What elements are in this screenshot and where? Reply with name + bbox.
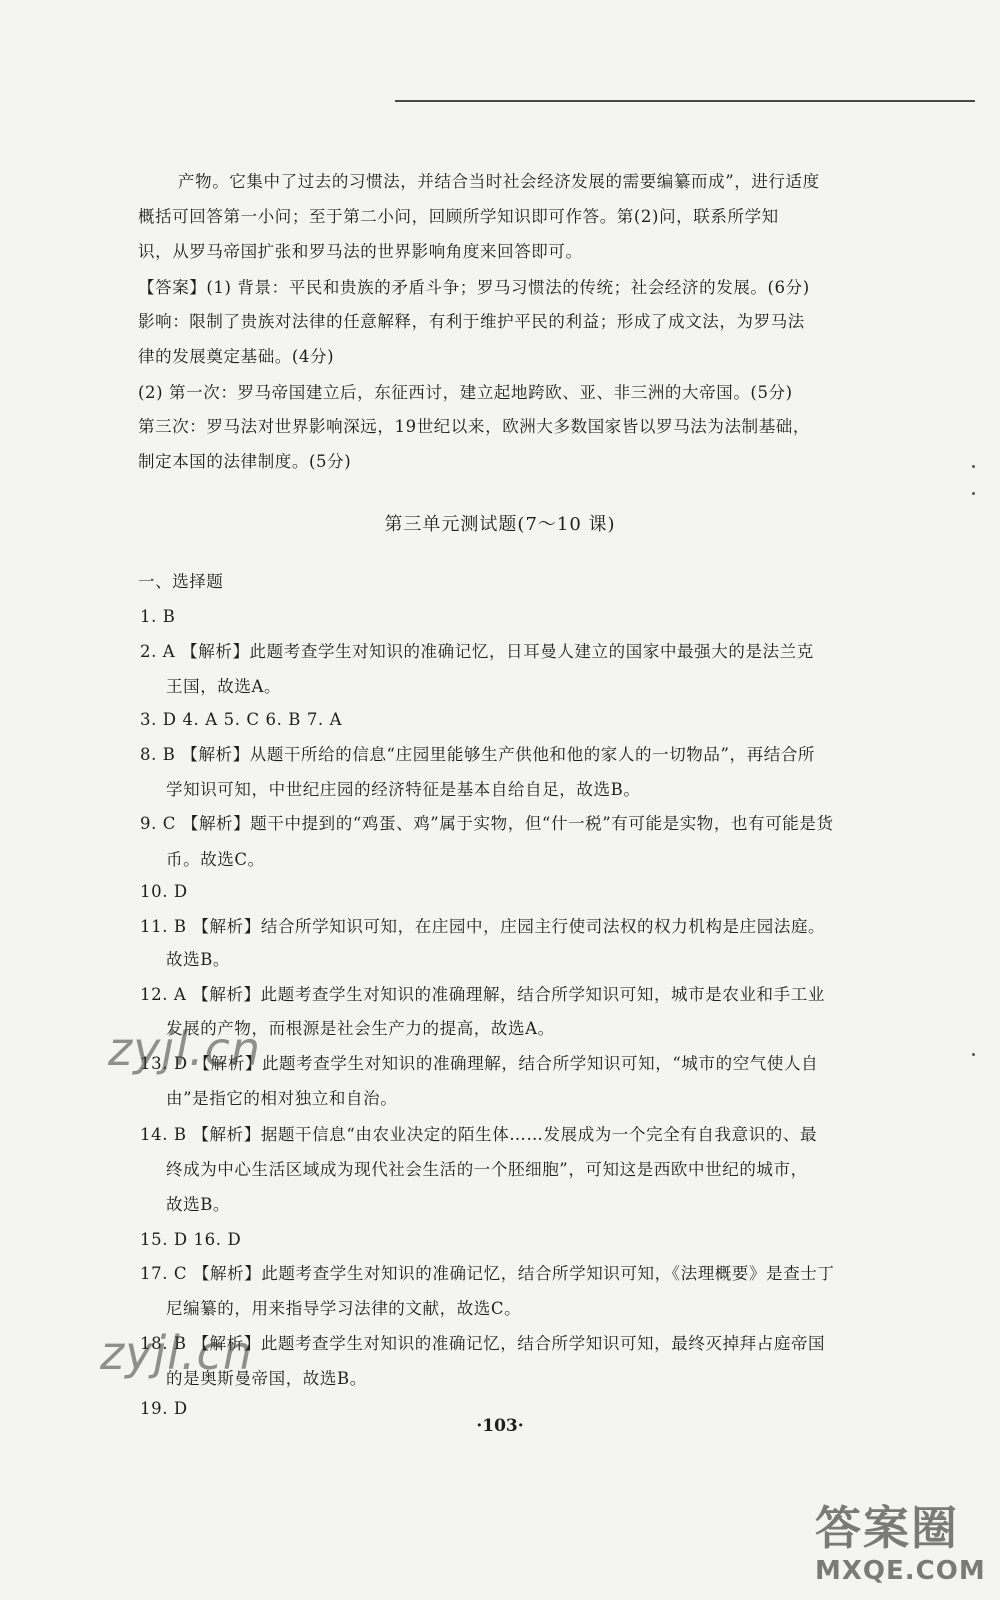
paragraph-line: 【答案】(1) 背景：平民和贵族的矛盾斗争；罗马习惯法的传统；社会经济的发展。(6分) [138, 278, 810, 297]
answer-line: 11. B 【解析】结合所学知识可知，在庄园中，庄园主行使司法权的权力机构是庄园法庭。 [140, 917, 826, 936]
paragraph-line: 概括可回答第一小问；至于第二小问，回顾所学知识即可作答。第(2)问，联系所学知 [138, 207, 779, 226]
answer-line: 故选B。 [166, 950, 231, 969]
answer-line: 学知识可知，中世纪庄园的经济特征是基本自给自足，故选B。 [166, 780, 641, 799]
answer-line: 9. C 【解析】题干中提到的“鸡蛋、鸡”属于实物，但“什一税”有可能是实物，也有可能是货 [140, 814, 834, 833]
scan-mark [972, 492, 975, 495]
answer-line: 13. D 【解析】此题考查学生对知识的准确理解，结合所学知识可知，“城市的空气使人自 [140, 1054, 819, 1073]
answer-line: 终成为中心生活区域成为现代社会生活的一个胚细胞”，可知这是西欧中世纪的城市， [166, 1160, 808, 1179]
answer-line: 19. D [140, 1399, 188, 1418]
answer-line: 1. B [140, 607, 176, 626]
answer-line: 的是奥斯曼帝国，故选B。 [166, 1369, 367, 1388]
answer-line: 10. D [140, 882, 188, 901]
answer-line: 18. B 【解析】此题考查学生对知识的准确记忆，结合所学知识可知，最终灭掉拜占庭帝国 [140, 1334, 826, 1353]
answer-line: 尼编纂的，用来指导学习法律的文献，故选C。 [166, 1299, 522, 1318]
answer-line: 王国，故选A。 [166, 677, 282, 696]
paragraph-line: 律的发展奠定基础。(4分) [138, 347, 335, 366]
answer-line: 8. B 【解析】从题干所给的信息“庄园里能够生产供他和他的家人的一切物品”，再结合所 [140, 745, 816, 764]
answer-line: 由”是指它的相对独立和自治。 [166, 1089, 398, 1108]
paragraph-line: 影响：限制了贵族对法律的任意解释，有利于维护平民的利益；形成了成文法，为罗马法 [138, 312, 805, 331]
paragraph-line: 识，从罗马帝国扩张和罗马法的世界影响角度来回答即可。 [138, 242, 583, 261]
answer-line: 故选B。 [166, 1195, 231, 1214]
scan-mark [972, 465, 975, 468]
answer-line: 14. B 【解析】据题干信息“由农业决定的陌生体……发展成为一个完全有自我意识的、最 [140, 1125, 818, 1144]
watermark-text: zyjl.cn [108, 1022, 261, 1076]
answer-line: 3. D 4. A 5. C 6. B 7. A [140, 710, 343, 729]
logo-sub-text: MXQE.COM [815, 1556, 986, 1586]
section-heading: 一、选择题 [138, 572, 224, 591]
top-rule [395, 100, 975, 102]
paragraph-line: (2) 第一次：罗马帝国建立后，东征西讨，建立起地跨欧、亚、非三洲的大帝国。(5分) [138, 383, 793, 402]
answer-line: 12. A 【解析】此题考查学生对知识的准确理解，结合所学知识可知，城市是农业和手工业 [140, 985, 825, 1004]
page-number: ·103· [476, 1416, 524, 1436]
answer-line: 17. C 【解析】此题考查学生对知识的准确记忆，结合所学知识可知，《法理概要》是查士丁 [140, 1264, 835, 1283]
paragraph-line: 制定本国的法律制度。(5分) [138, 452, 352, 471]
watermark-text: zyjl.cn [100, 1326, 253, 1380]
answer-line: 发展的产物，而根源是社会生产力的提高，故选A。 [166, 1019, 555, 1038]
answer-line: 15. D 16. D [140, 1230, 242, 1249]
scan-mark [972, 1053, 975, 1056]
site-logo-watermark [815, 1492, 986, 1592]
paragraph-line: 产物。它集中了过去的习惯法，并结合当时社会经济发展的需要编纂而成”，进行适度 [178, 172, 820, 191]
section-title: 第三单元测试题(7～10 课) [384, 514, 616, 535]
answer-line: 2. A 【解析】此题考查学生对知识的准确记忆，日耳曼人建立的国家中最强大的是法兰克 [140, 642, 814, 661]
answer-line: 币。故选C。 [166, 850, 265, 869]
logo-main-text: 答案圈 [815, 1501, 959, 1555]
paragraph-line: 第三次：罗马法对世界影响深远，19世纪以来，欧洲大多数国家皆以罗马法为法制基础， [138, 417, 810, 436]
